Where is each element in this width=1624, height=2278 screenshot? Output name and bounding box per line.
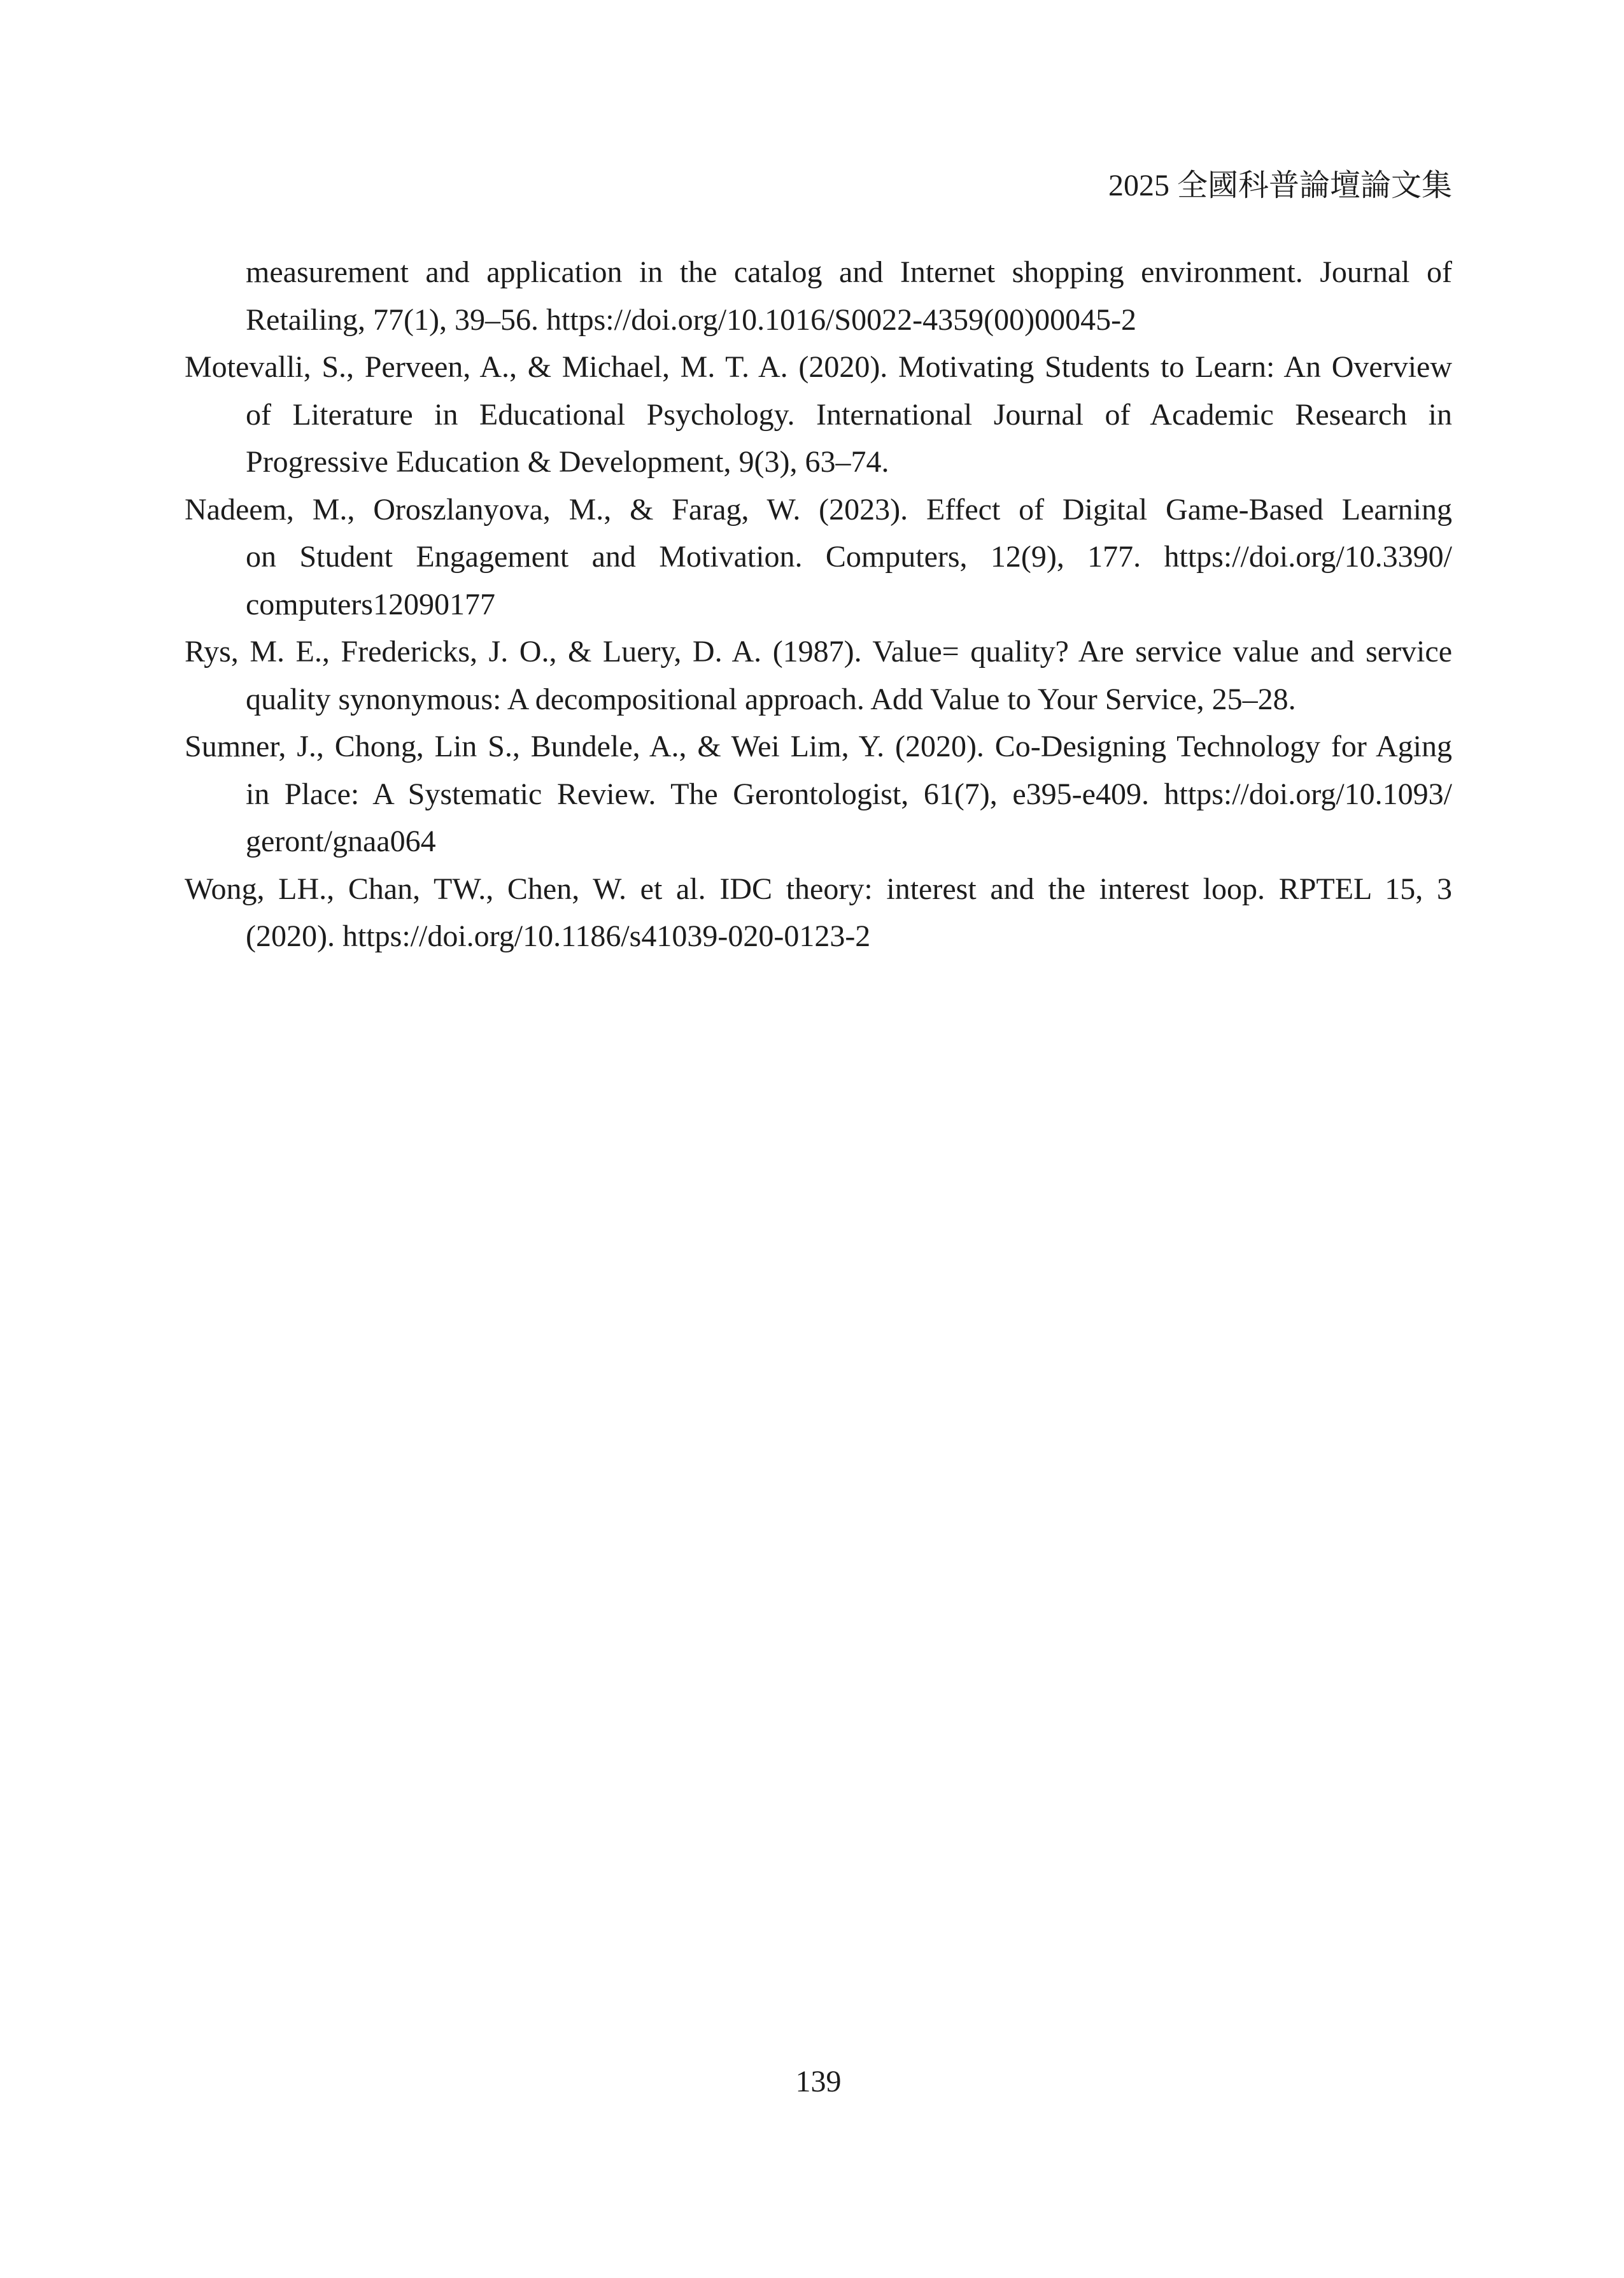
reference-line: in Place: A Systematic Review. The Gerontologist, 61(7), e395-e409. https://doi.org/10.1093/ [246,777,1452,811]
reference-line: measurement and application in the catalog and Internet shopping environment. Journal of [246,255,1452,289]
reference-line: quality synonymous: A decompositional approach. Add Value to Your Service, 25–28. [246,682,1296,716]
reference-line: on Student Engagement and Motivation. Computers, 12(9), 177. https://doi.org/10.3390/ [246,540,1452,574]
reference-line: Sumner, J., Chong, Lin S., Bundele, A., & Wei Lim, Y. (2020). Co-Designing Technology for Aging [185,730,1452,763]
reference-line: Wong, LH., Chan, TW., Chen, W. et al. IDC theory: interest and the interest loop. RPTEL 15, 3 [185,872,1452,906]
page-number: 139 [795,2065,842,2098]
reference-line: of Literature in Educational Psychology. International Journal of Academic Research in [246,397,1452,432]
reference-line: Progressive Education & Development, 9(3), 63–74. [246,445,889,479]
reference-line: Rys, M. E., Fredericks, J. O., & Luery, D. A. (1987). Value= quality? Are service value and service [185,635,1452,669]
reference-line: Motevalli, S., Perveen, A., & Michael, M. T. A. (2020). Motivating Students to Learn: An Overview [185,350,1452,384]
reference-line: Retailing, 77(1), 39–56. https://doi.org/10.1016/S0022-4359(00)00045-2 [246,302,1137,337]
reference-line: computers12090177 [246,587,495,621]
reference-line: (2020). https://doi.org/10.1186/s41039-020-0123-2 [246,919,871,953]
reference-line: geront/gnaa064 [246,824,436,858]
reference-line: Nadeem, M., Oroszlanyova, M., & Farag, W. (2023). Effect of Digital Game-Based Learning [185,492,1452,527]
running-header: 2025 全國科普論壇論文集 [1108,169,1452,202]
references-list [185,249,1452,961]
